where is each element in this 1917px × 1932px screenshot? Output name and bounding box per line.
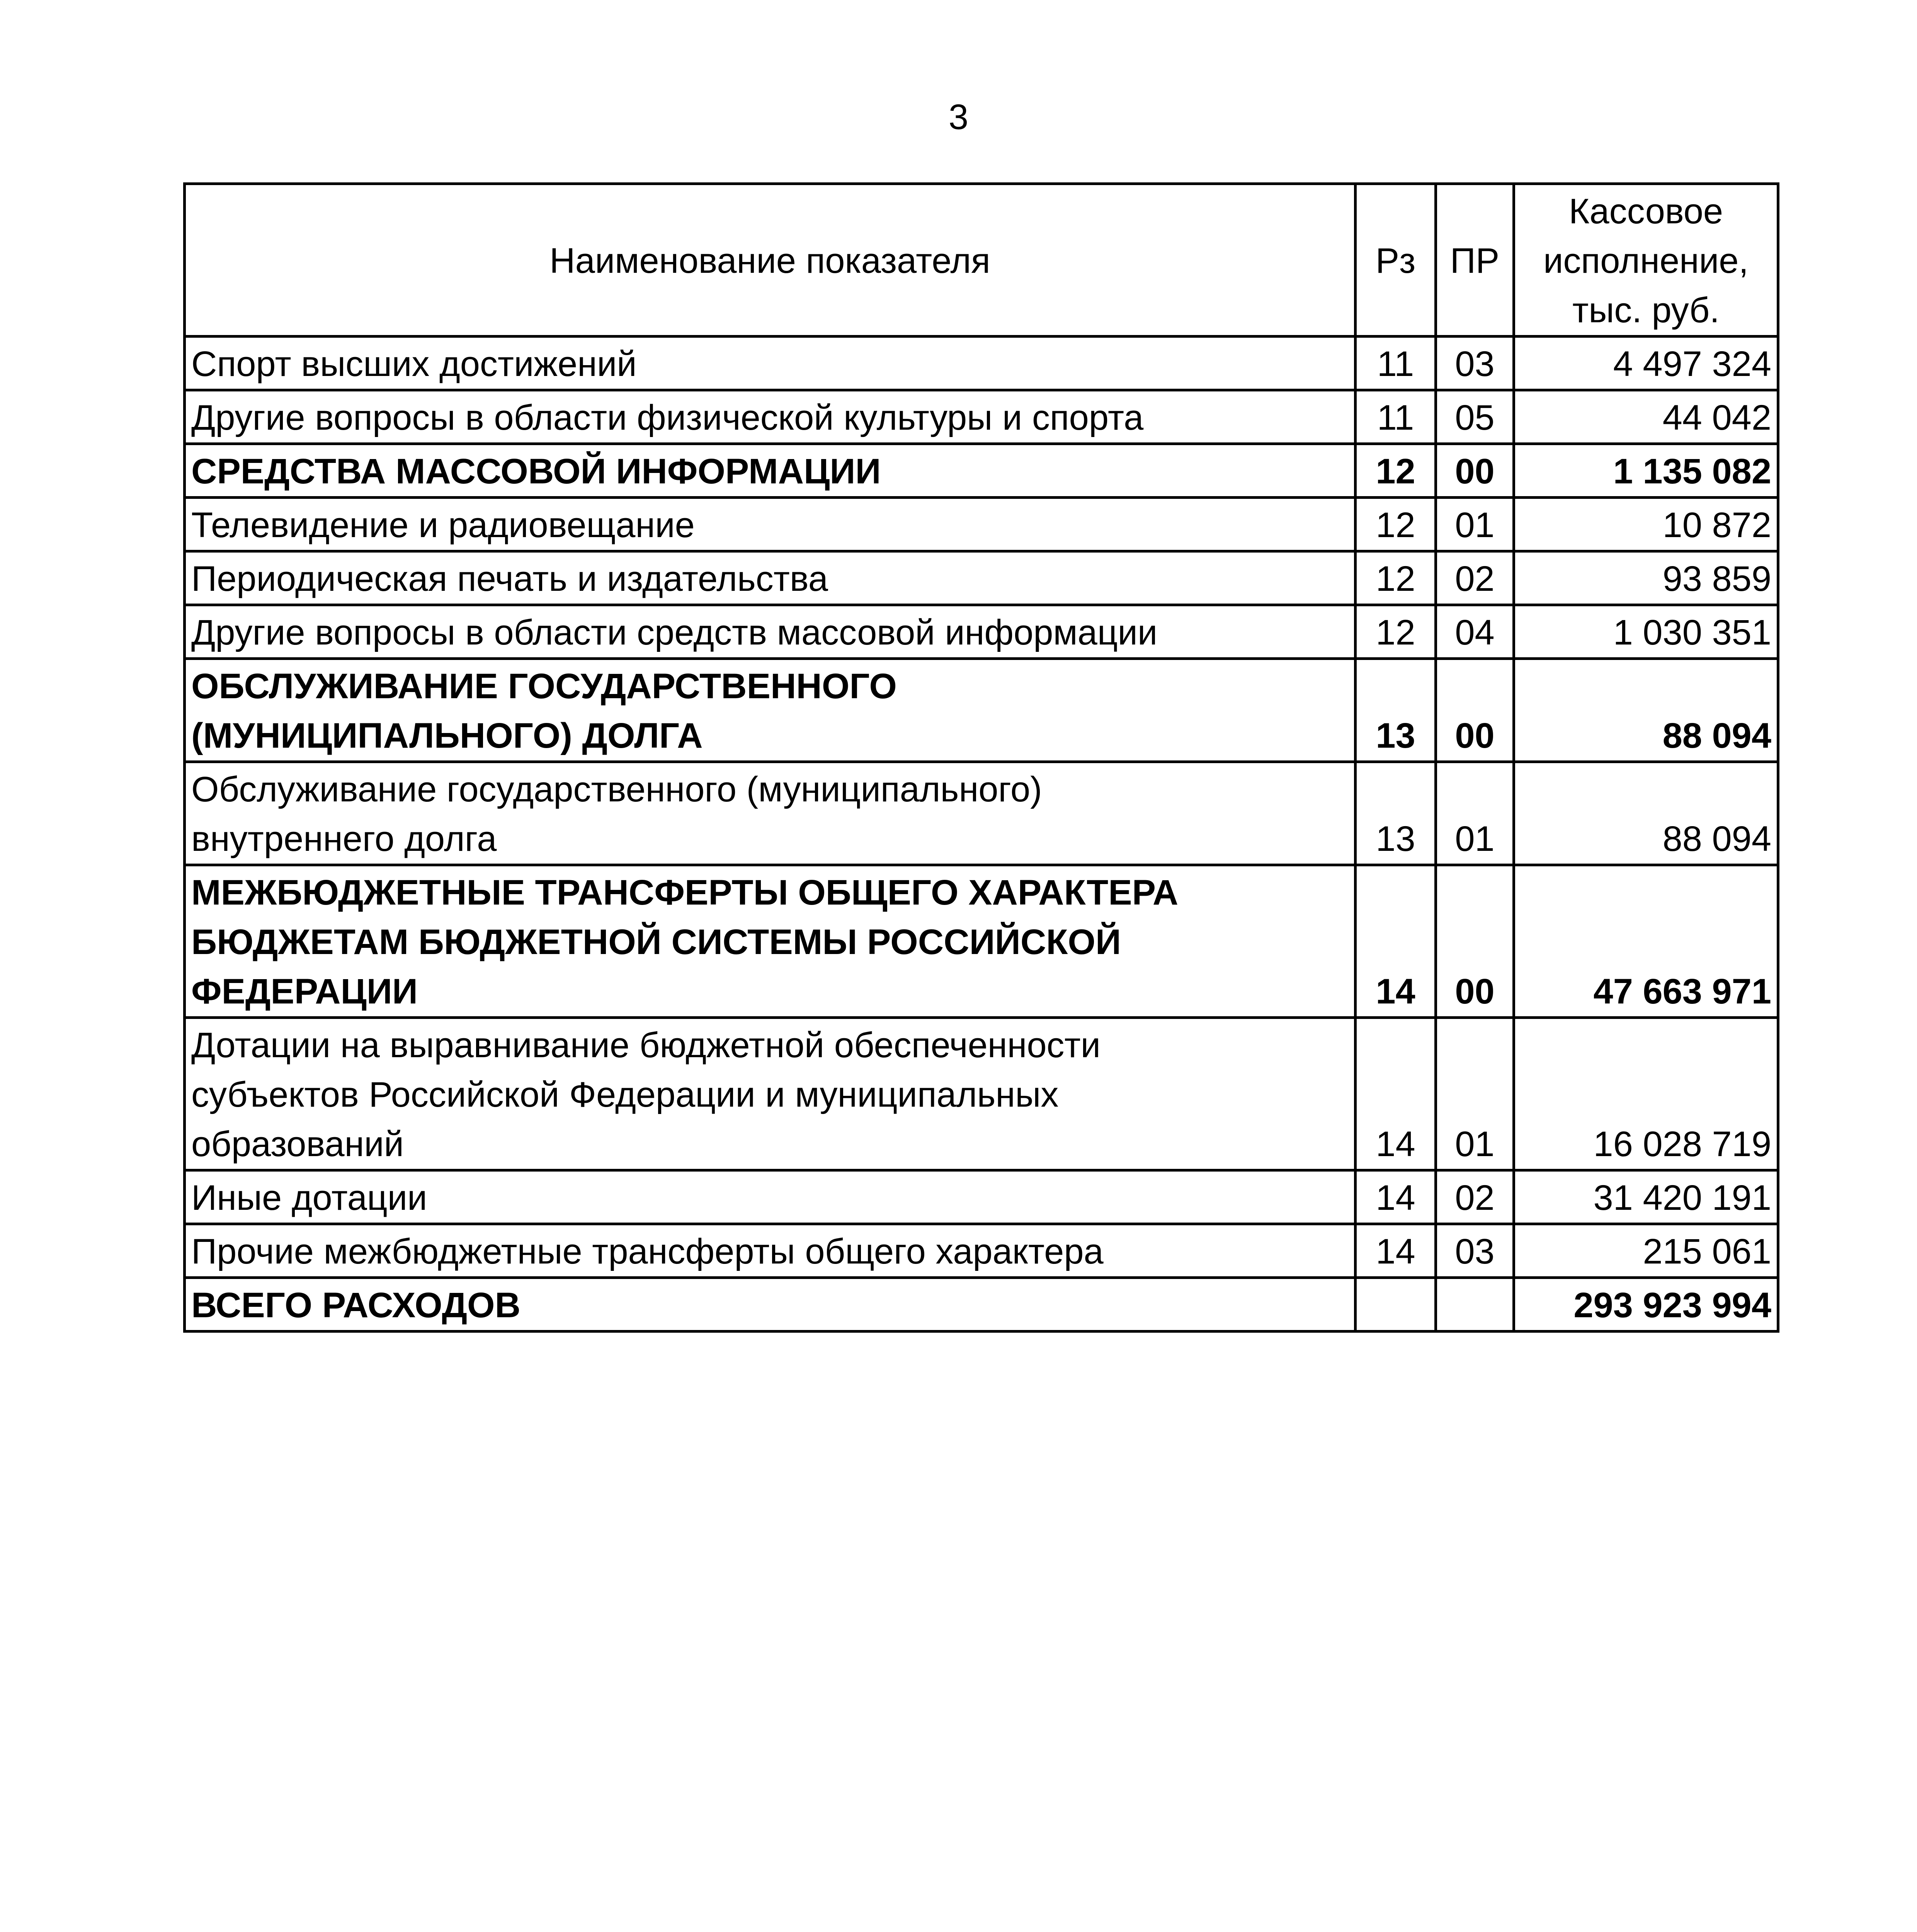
table-body <box>185 337 1778 1332</box>
row-sum: 93 859 <box>1514 551 1778 605</box>
row-rz: 12 <box>1356 605 1436 659</box>
column-header-name: Наименование показателя <box>185 184 1356 337</box>
row-pr: 02 <box>1436 551 1514 605</box>
row-name-line: субъектов Российской Федерации и муниципальных <box>191 1075 1059 1114</box>
row-name-line: БЮДЖЕТАМ БЮДЖЕТНОЙ СИСТЕМЫ РОССИЙСКОЙ <box>191 922 1121 962</box>
table-row <box>185 390 1778 444</box>
row-pr: 03 <box>1436 337 1514 390</box>
row-sum: 215 061 <box>1514 1224 1778 1278</box>
row-name-line: Обслуживание государственного (муниципального) <box>191 770 1042 809</box>
table-row <box>185 762 1778 865</box>
row-name-line: внутреннего долга <box>191 819 497 859</box>
row-pr: 01 <box>1436 762 1514 865</box>
row-name: Иные дотации <box>185 1170 1356 1224</box>
row-rz: 12 <box>1356 444 1436 498</box>
row-pr: 00 <box>1436 659 1514 762</box>
column-header-sum-line: исполнение, <box>1543 241 1749 281</box>
table-row-total <box>185 1278 1778 1332</box>
row-rz: 13 <box>1356 659 1436 762</box>
page-number: 3 <box>948 97 969 137</box>
row-name-line: МЕЖБЮДЖЕТНЫЕ ТРАНСФЕРТЫ ОБЩЕГО ХАРАКТЕРА <box>191 873 1179 912</box>
table-row <box>185 498 1778 551</box>
table-row <box>185 551 1778 605</box>
column-header-sum-line: Кассовое <box>1568 192 1723 231</box>
row-name: Спорт высших достижений <box>185 337 1356 390</box>
column-header-pr: ПР <box>1436 184 1514 337</box>
row-rz: 14 <box>1356 865 1436 1018</box>
row-name <box>185 762 1356 865</box>
row-name <box>185 865 1356 1018</box>
row-name: Другие вопросы в области физической культуры и спорта <box>185 390 1356 444</box>
row-pr <box>1436 1278 1514 1332</box>
row-name: Другие вопросы в области средств массовой информации <box>185 605 1356 659</box>
row-rz: 14 <box>1356 1018 1436 1170</box>
row-name-line: ФЕДЕРАЦИИ <box>191 972 418 1011</box>
table-row <box>185 1018 1778 1170</box>
row-rz: 12 <box>1356 498 1436 551</box>
row-pr: 04 <box>1436 605 1514 659</box>
table-row-section <box>185 444 1778 498</box>
row-name-line: ОБСЛУЖИВАНИЕ ГОСУДАРСТВЕННОГО <box>191 667 897 706</box>
row-rz: 14 <box>1356 1224 1436 1278</box>
row-rz <box>1356 1278 1436 1332</box>
total-label: ВСЕГО РАСХОДОВ <box>185 1278 1356 1332</box>
row-sum: 88 094 <box>1514 762 1778 865</box>
table-header <box>185 184 1778 337</box>
row-rz: 11 <box>1356 337 1436 390</box>
row-name: Телевидение и радиовещание <box>185 498 1356 551</box>
row-sum: 88 094 <box>1514 659 1778 762</box>
row-sum: 10 872 <box>1514 498 1778 551</box>
table-row <box>185 337 1778 390</box>
column-header-rz: Рз <box>1356 184 1436 337</box>
row-sum: 16 028 719 <box>1514 1018 1778 1170</box>
row-name: Прочие межбюджетные трансферты общего характера <box>185 1224 1356 1278</box>
table-row <box>185 1170 1778 1224</box>
header-row <box>185 184 1778 337</box>
row-sum: 1 030 351 <box>1514 605 1778 659</box>
row-rz: 14 <box>1356 1170 1436 1224</box>
row-name-line: (МУНИЦИПАЛЬНОГО) ДОЛГА <box>191 716 703 755</box>
row-name: СРЕДСТВА МАССОВОЙ ИНФОРМАЦИИ <box>185 444 1356 498</box>
row-pr: 00 <box>1436 865 1514 1018</box>
row-name: Периодическая печать и издательства <box>185 551 1356 605</box>
row-sum: 1 135 082 <box>1514 444 1778 498</box>
table-row <box>185 1224 1778 1278</box>
row-pr: 01 <box>1436 498 1514 551</box>
row-sum: 44 042 <box>1514 390 1778 444</box>
row-pr: 00 <box>1436 444 1514 498</box>
expenditure-table <box>183 182 1779 1333</box>
row-name-line: Дотации на выравнивание бюджетной обеспеченности <box>191 1026 1101 1065</box>
row-sum: 31 420 191 <box>1514 1170 1778 1224</box>
table-row-section <box>185 865 1778 1018</box>
row-rz: 11 <box>1356 390 1436 444</box>
row-rz: 12 <box>1356 551 1436 605</box>
column-header-sum <box>1514 184 1778 337</box>
row-name <box>185 659 1356 762</box>
row-sum: 47 663 971 <box>1514 865 1778 1018</box>
row-sum: 4 497 324 <box>1514 337 1778 390</box>
row-name-line: образований <box>191 1124 404 1164</box>
table-row-section <box>185 659 1778 762</box>
row-pr: 03 <box>1436 1224 1514 1278</box>
row-pr: 01 <box>1436 1018 1514 1170</box>
row-pr: 05 <box>1436 390 1514 444</box>
row-pr: 02 <box>1436 1170 1514 1224</box>
row-rz: 13 <box>1356 762 1436 865</box>
row-name <box>185 1018 1356 1170</box>
table-row <box>185 605 1778 659</box>
total-sum: 293 923 994 <box>1514 1278 1778 1332</box>
column-header-sum-line: тыс. руб. <box>1572 291 1720 330</box>
